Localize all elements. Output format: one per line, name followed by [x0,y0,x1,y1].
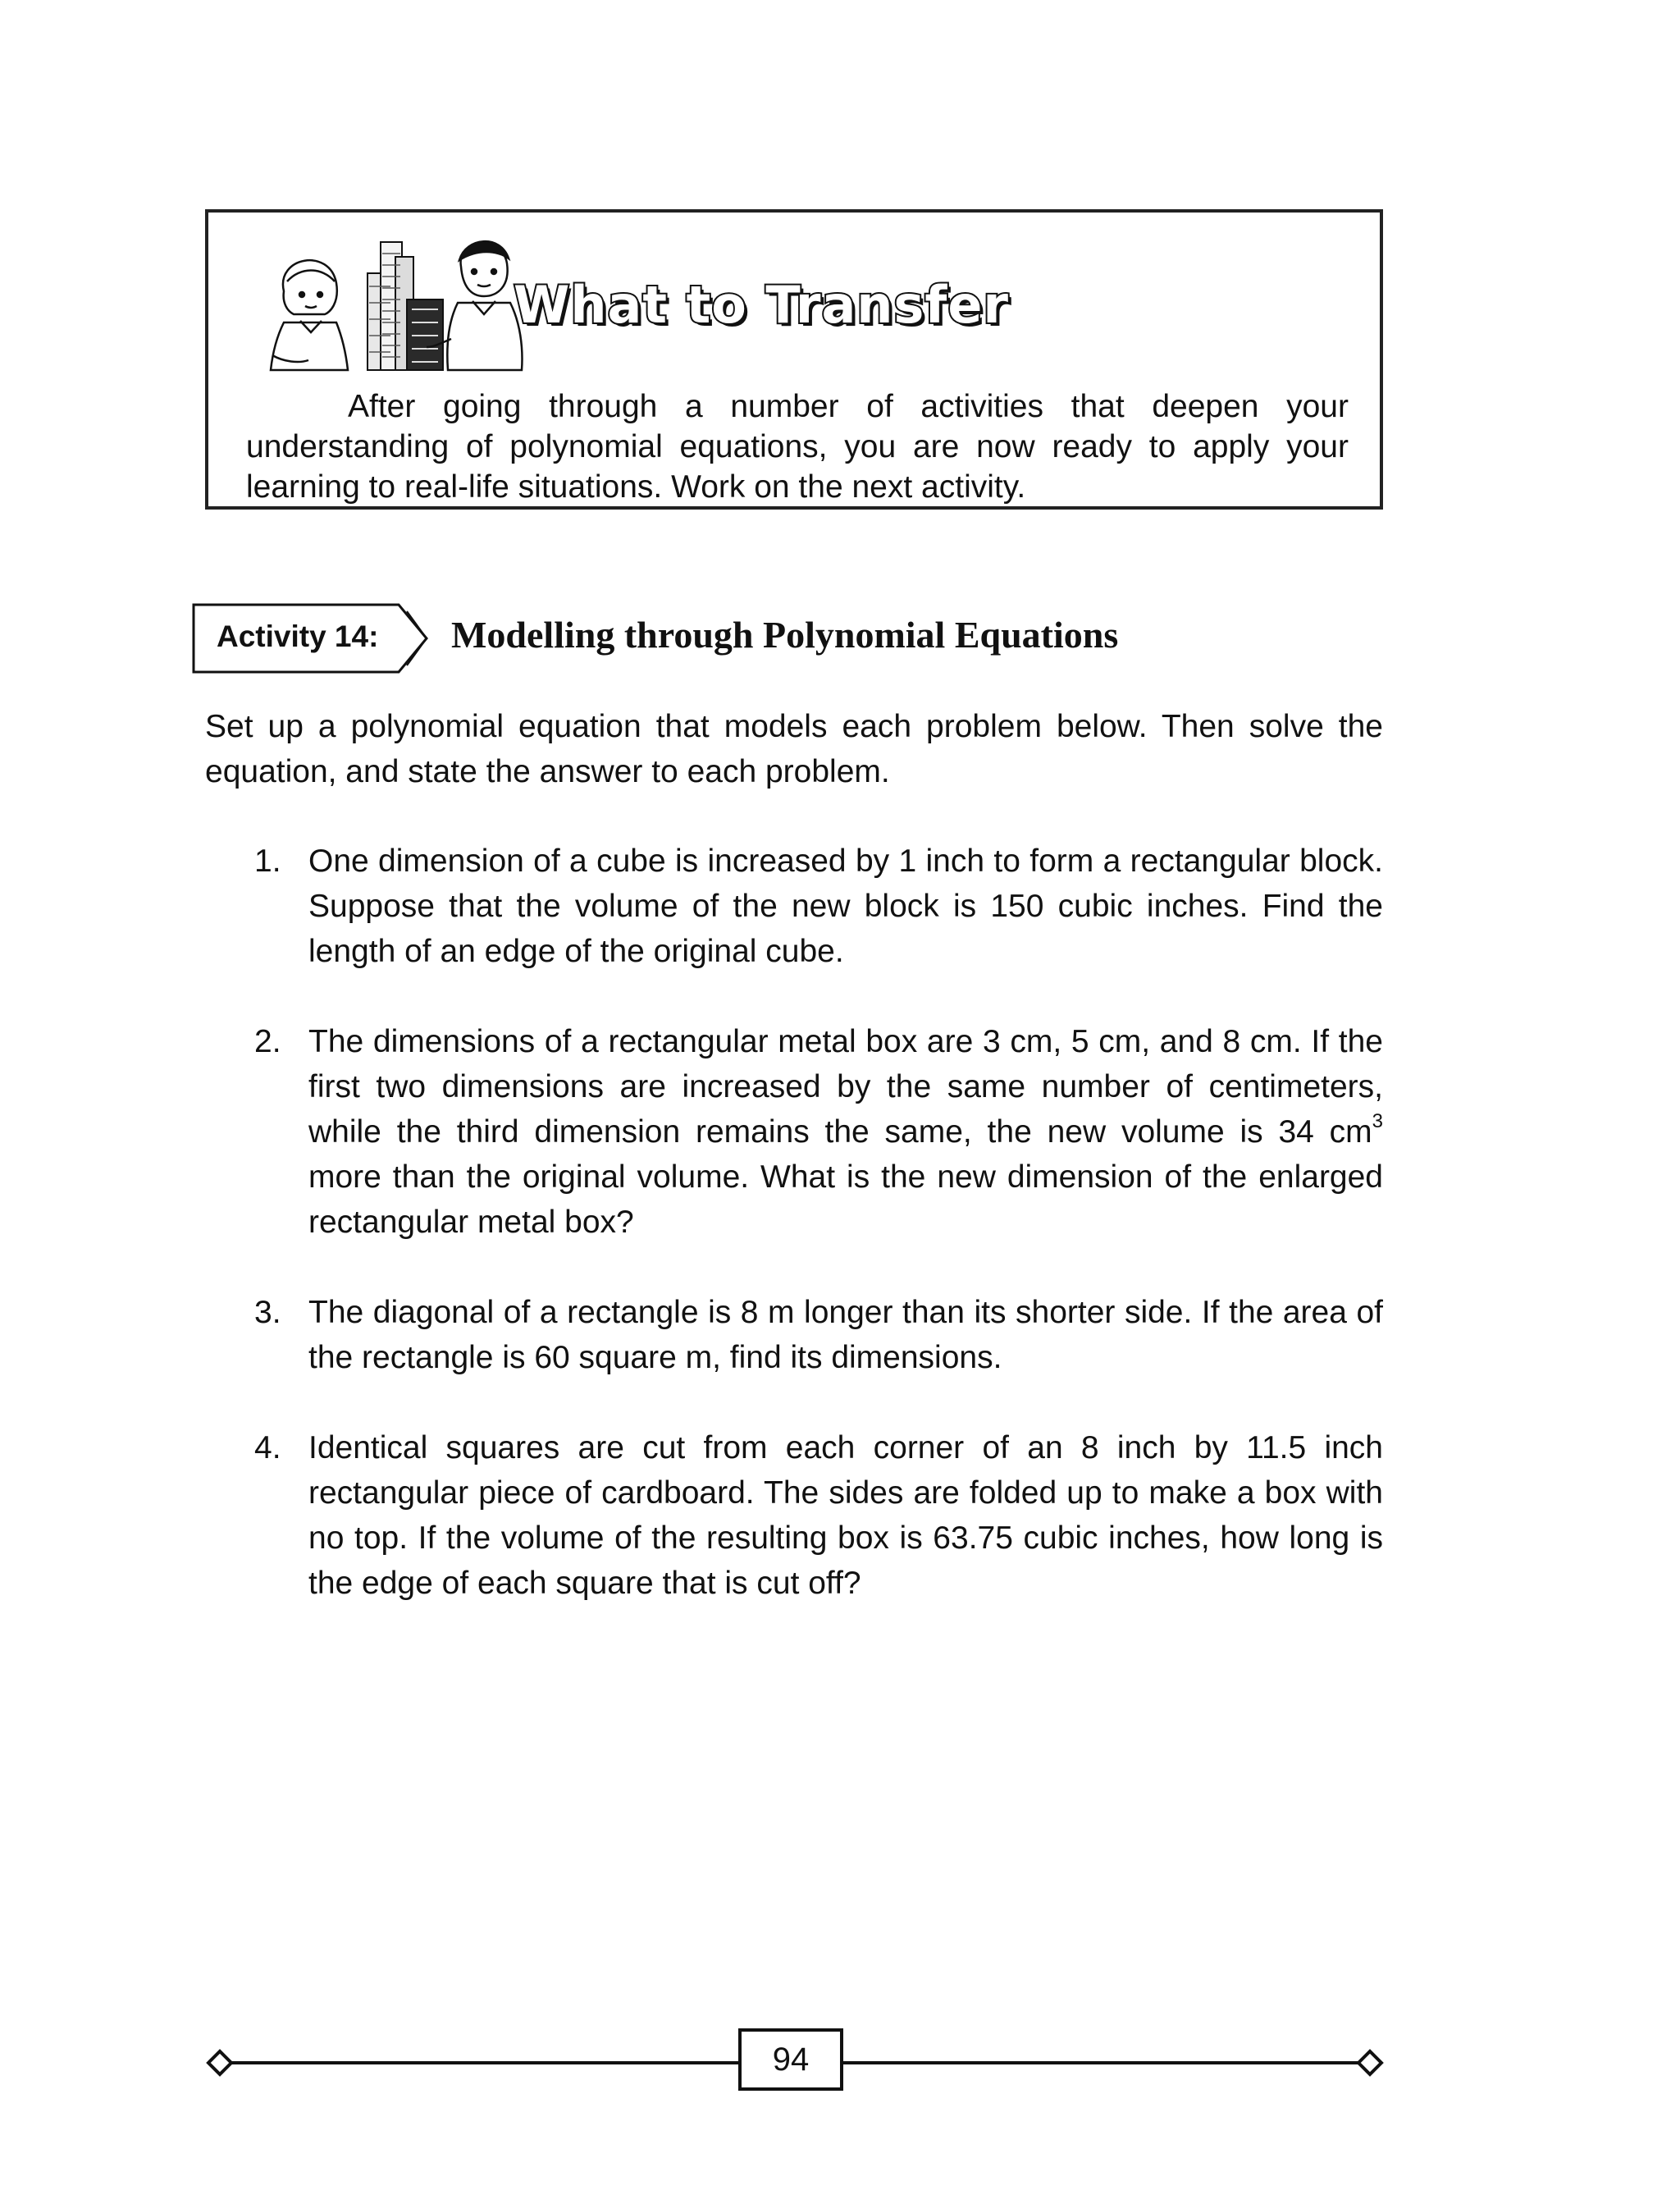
problem-number: 3. [254,1295,281,1330]
section-title: What to Transfer [514,275,1009,335]
problem-list [254,839,1383,1606]
activity-label: Activity 14: [217,620,379,653]
diamond-right-icon [1358,2051,1381,2074]
problem-number: 4. [254,1430,281,1465]
page-number-text: 94 [772,2041,810,2078]
page-number [738,2028,843,2091]
problem-text [308,1019,1383,1245]
problem-text: The diagonal of a rectangle is 8 m longer than its shorter side. If the area of the rectangle is 60 square m, find its dimensions. [308,1295,1383,1375]
diamond-left-icon [208,2051,231,2074]
list-item [254,839,1383,974]
problem-text: Identical squares are cut from each corner of an 8 inch by 11.5 inch rectangular piece of cardboard. The sides are folded up to make a box with no top. If the volume of the resulting box is 63.75 cubic inches, how long is the edge of each square that is cut off? [308,1430,1383,1601]
what-to-transfer-box [205,209,1383,510]
problem-text: One dimension of a cube is increased by 1 inch to form a rectangular block. Suppose that the volume of the new block is 150 cubic inches. Find the length of an edge of the original cube. [308,844,1383,969]
instructions-paragraph: Set up a polynomial equation that models each problem below. Then solve the equation, and state the answer to each problem. [205,709,1383,789]
list-item [254,1019,1383,1245]
list-item [254,1425,1383,1606]
problem-number: 2. [254,1024,281,1059]
activity-title: Modelling through Polynomial Equations [451,614,1119,656]
transfer-paragraph: After going through a number of activities that deepen your understanding of polynomial equations, you are now ready to apply your learning to real-life situations. Work on the next activity. [246,389,1349,505]
activity-label-tag [192,603,430,674]
activity-header [192,603,1390,674]
list-item [254,1290,1383,1380]
superscript-exponent: 3 [1372,1110,1383,1132]
problem-text-part: more than the original volume. What is the new dimension of the enlarged rectangular metal box? [308,1159,1383,1240]
problem-text-part: The dimensions of a rectangular metal box are 3 cm, 5 cm, and 8 cm. If the first two dimensions are increased by the same number of centimeters, while the third dimension remains the same, the new volume is 34 cm [308,1024,1383,1150]
problem-number: 1. [254,844,281,879]
